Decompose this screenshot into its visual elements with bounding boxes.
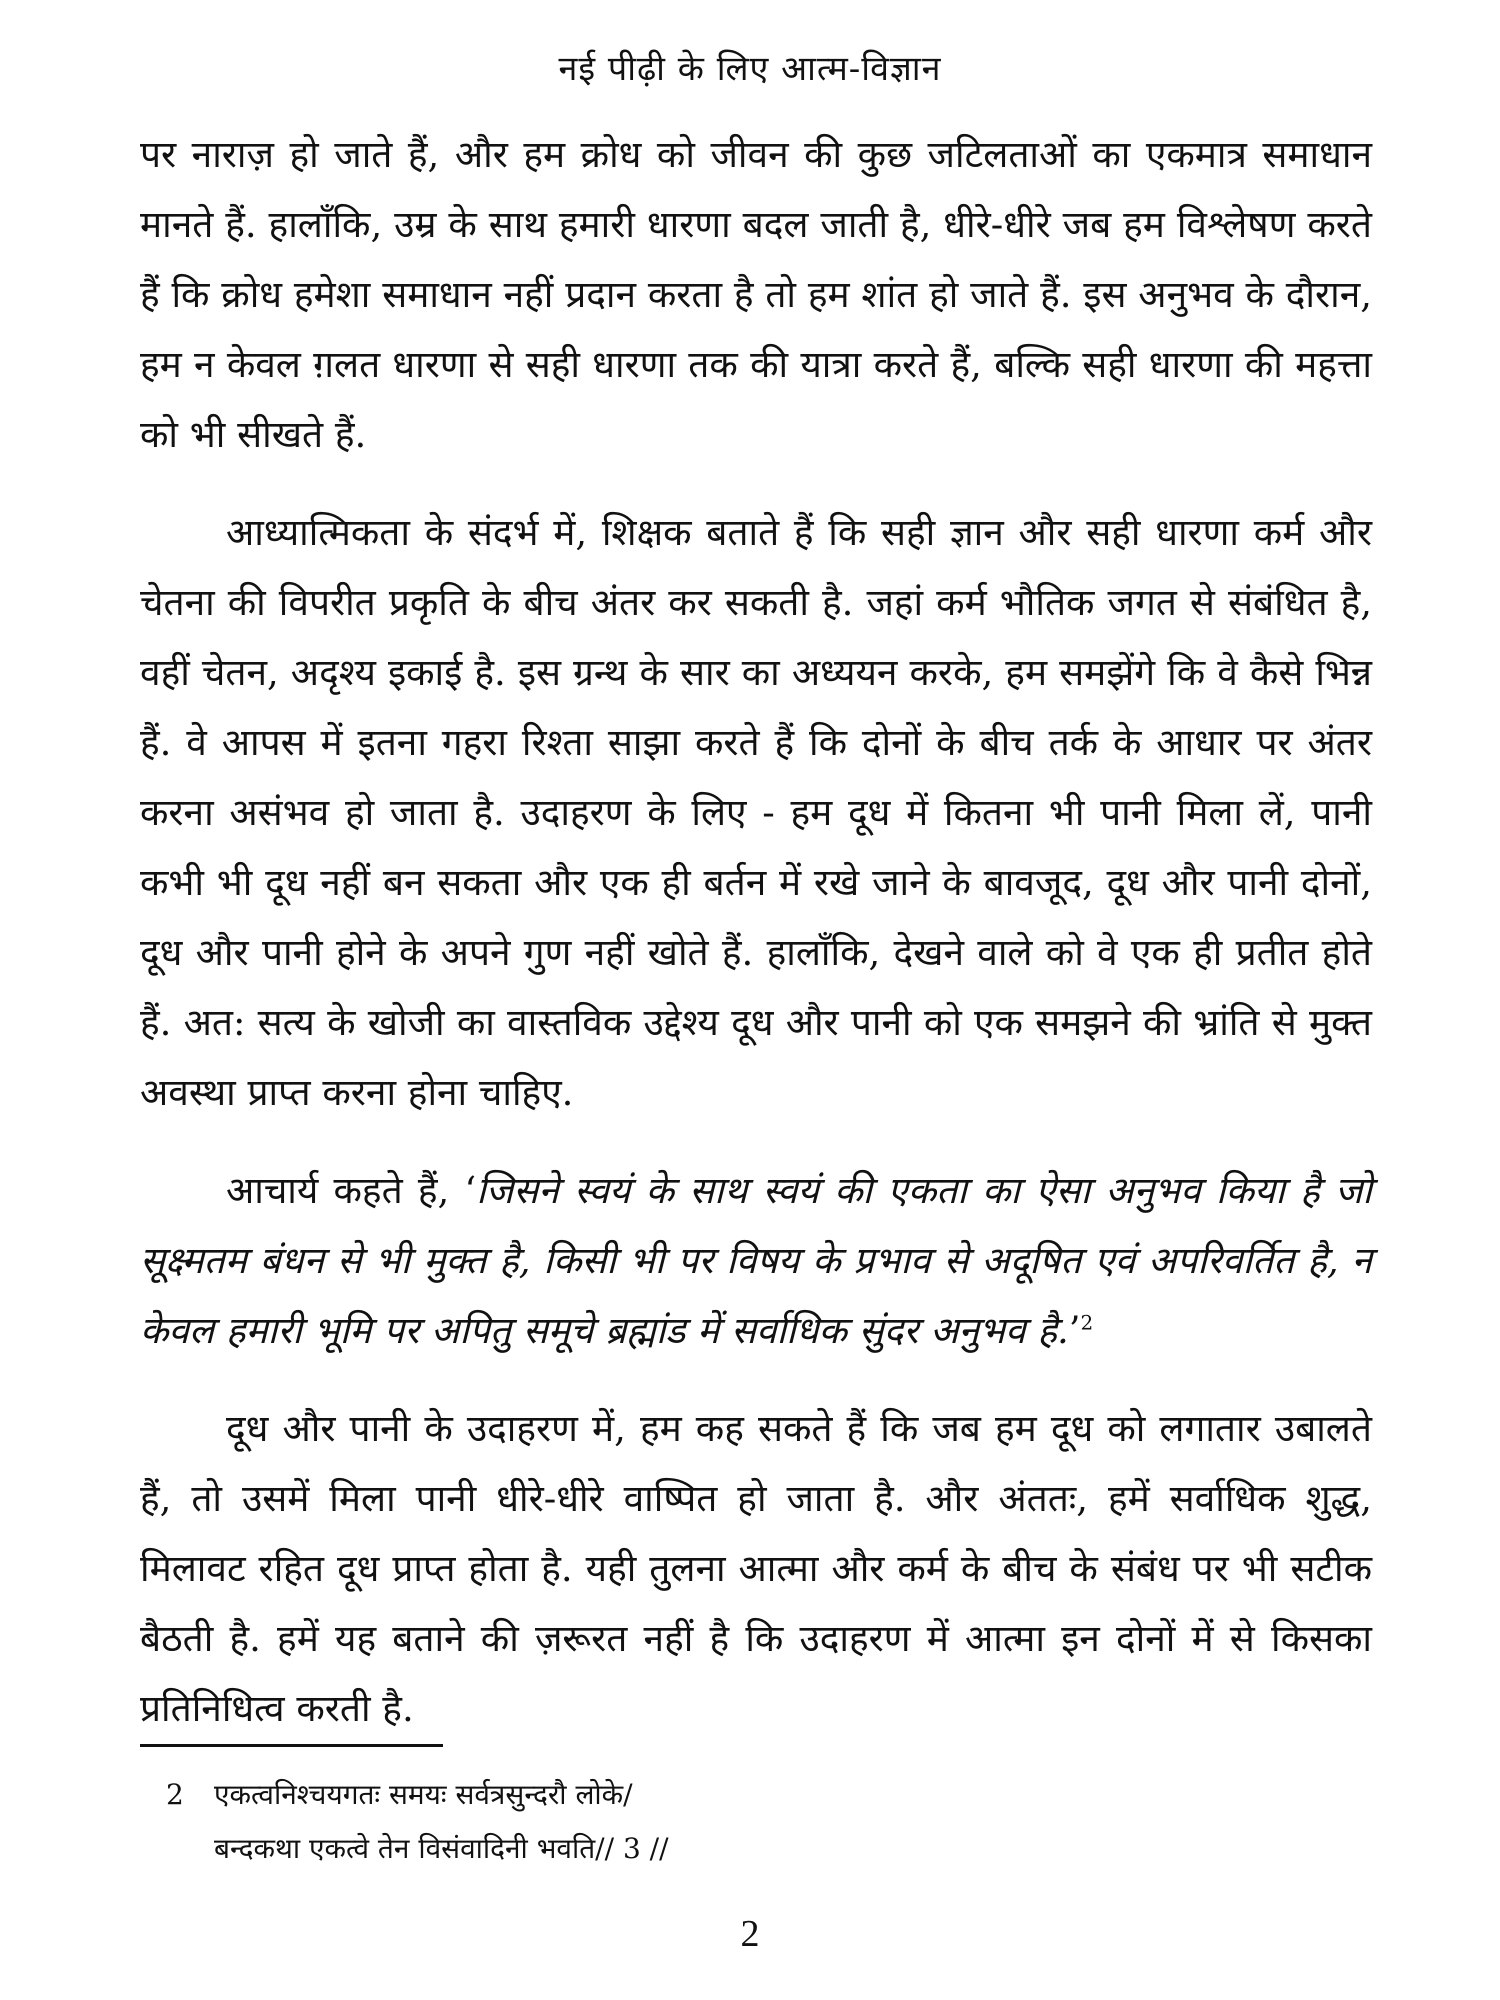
footnote-number: 2: [166, 1778, 184, 1811]
footnote-divider: [140, 1744, 443, 1747]
running-title: नई पीढ़ी के लिए आत्म-विज्ञान: [558, 49, 942, 89]
footnote-line-1: [166, 1768, 669, 1822]
quote-text: जिसने स्वयं के साथ स्वयं की एकता का ऐसा अनुभव किया है जो सूक्ष्मतम बंधन से भी मुक्त है, किसी भी पर विषय के प्रभाव से अदूषित एवं अपरिवर्तित है, न केवल हमारी भूमि पर अपितु समूचे ब्रह्मांड में सर्वाधिक सुंदर अनुभव है.: [140, 1169, 1372, 1352]
footnote-text-1: एकत्वनिश्चयगतः समयः सर्वत्रसुन्दरौ लोके/: [214, 1778, 633, 1811]
paragraph-1: [140, 120, 1372, 470]
paragraph-4-text: दूध और पानी के उदाहरण में, हम कह सकते हैं कि जब हम दूध को लगातार उबालते हैं, तो उसमें मिला पानी धीरे-धीरे वाष्पित हो जाता है. और अंततः, हमें सर्वाधिक शुद्ध, मिलावट रहित दूध प्राप्त होता है. यही तुलना आत्मा और कर्म के बीच के संबंध पर भी सटीक बैठती है. हमें यह बताने की ज़रूरत नहीं है कि उदाहरण में आत्मा इन दोनों में से किसका प्रतिनिधित्व करती है.: [140, 1407, 1372, 1730]
paragraph-1-text: पर नाराज़ हो जाते हैं, और हम क्रोध को जीवन की कुछ जटिलताओं का एकमात्र समाधान मानते हैं. हालाँकि, उम्र के साथ हमारी धारणा बदल जाती है, धीरे-धीरे जब हम विश्लेषण करते हैं कि क्रोध हमेशा समाधान नहीं प्रदान करता है तो हम शांत हो जाते हैं. इस अनुभव के दौरान, हम न केवल ग़लत धारणा से सही धारणा तक की यात्रा करते हैं, बल्कि सही धारणा की महत्ता को भी सीखते हैं.: [140, 133, 1372, 456]
quote-close: ’: [1068, 1309, 1081, 1352]
page-number: 2: [740, 1913, 760, 1955]
footnote: [166, 1768, 669, 1876]
paragraph-2: [140, 498, 1372, 1128]
footnote-line-2: बन्दकथा एकत्वे तेन विसंवादिनी भवति// 3 //: [214, 1832, 669, 1865]
paragraph-4: [140, 1394, 1372, 1744]
paragraph-2-text: आध्यात्मिकता के संदर्भ में, शिक्षक बताते हैं कि सही ज्ञान और सही धारणा कर्म और चेतना की विपरीत प्रकृति के बीच अंतर कर सकती है. जहां कर्म भौतिक जगत से संबंधित है, वहीं चेतन, अदृश्य इकाई है. इस ग्रन्थ के सार का अध्ययन करके, हम समझेंगे कि वे कैसे भिन्न हैं. वे आपस में इतना गहरा रिश्ता साझा करते हैं कि दोनों के बीच तर्क के आधार पर अंतर करना असंभव हो जाता है. उदाहरण के लिए - हम दूध में कितना भी पानी मिला लें, पानी कभी भी दूध नहीं बन सकता और एक ही बर्तन में रखे जाने के बावजूद, दूध और पानी दोनों, दूध और पानी होने के अपने गुण नहीं खोते हैं. हालाँकि, देखने वाले को वे एक ही प्रतीत होते हैं. अत: सत्य के खोजी का वास्तविक उद्देश्य दूध और पानी को एक समझने की भ्रांति से मुक्त अवस्था प्राप्त करना होना चाहिए.: [140, 511, 1372, 1114]
paragraph-3-quote: [140, 1156, 1372, 1366]
body-text: [140, 120, 1372, 1772]
quote-lead: आचार्य कहते हैं, ‘: [226, 1169, 477, 1212]
footnote-reference[interactable]: 2: [1080, 1310, 1094, 1335]
